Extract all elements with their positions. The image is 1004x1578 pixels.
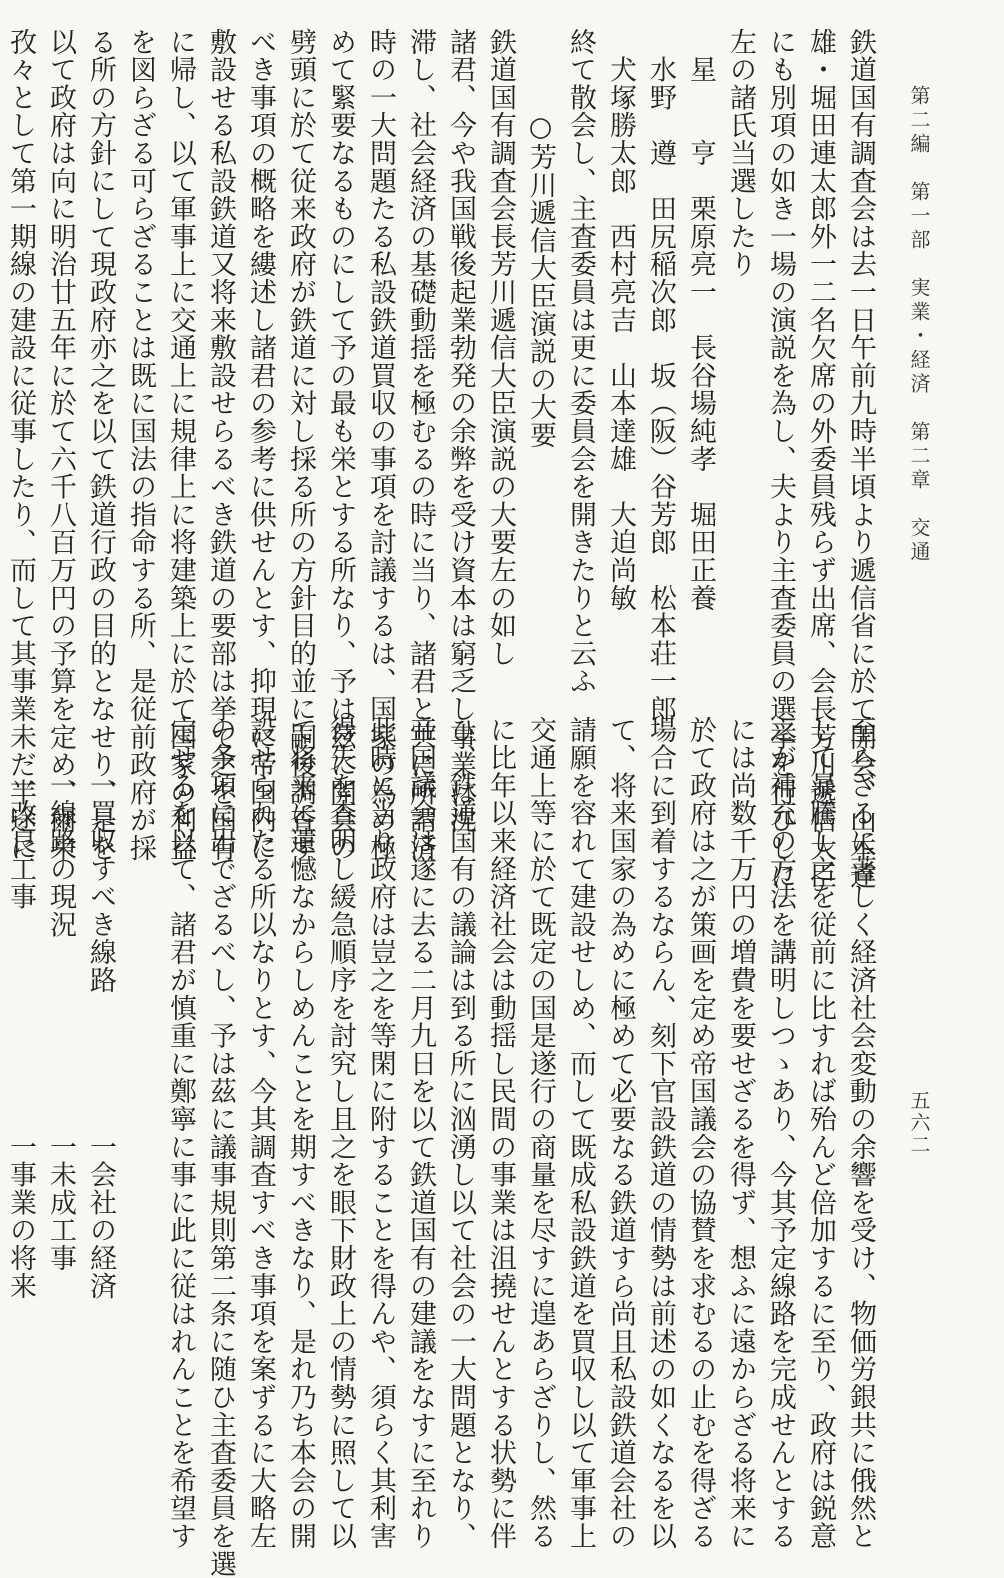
text-line: 一線路の現況 一未成工事: [45, 716, 76, 1272]
text-line: 得失を査明し緩急順序を討究し且之を眼下財政上の情勢に照して以: [325, 716, 356, 1550]
upper-text-block: [0, 28, 880, 890]
running-head: 第二編 第一部 実業・経済 第二章 交通: [907, 85, 931, 565]
text-line: て、将来国家の為めに極めて必要なる鉄道すら尚且私設鉄道会社の: [605, 716, 636, 1550]
text-line: 設せられたる所以なりとす、今其調査すべき事項を案ずるに大略左: [245, 716, 276, 1550]
text-line: 鉄道国有調査会長芳川遞信大臣演説の大要左の如し: [485, 28, 516, 668]
text-line: 雄・堀田連太郎外一二名欠席の外委員残らず出席、会長芳川遞信大臣: [805, 28, 836, 890]
text-line: 犬塚勝太郎 西村亮吉 山本達雄 大迫尚敏: [605, 28, 636, 612]
text-line: 至らざるに著しく経済社会変動の余響を受け、物価労銀共に俄然と: [845, 716, 876, 1550]
text-line: 孜々として第一期線の建設に従事したり、而して其事業未だ半途に: [5, 28, 36, 862]
text-line: 此時に当り政府は豈之を等閑に附することを得んや、須らく其利害: [365, 716, 396, 1550]
text-line: 終て散会し、主査委員は更に委員会を開きたりと云ふ: [565, 28, 596, 696]
text-line: に帰し、以て軍事上に交通上に規律上に将建築上に於て国家の利益: [165, 28, 196, 862]
text-line: 一改良工事 一事業の将来: [5, 716, 36, 1300]
text-line: 時の一大問題たる私設鉄道買収の事項を討議するは、国家の為め極: [365, 28, 396, 862]
lower-text-block: [0, 716, 880, 1578]
text-line: 以て政府は向に明治廿五年に於て六千八百万円の予算を定め、爾来: [45, 28, 76, 862]
text-line: る所の方針にして現政府亦之を以て鉄道行政の目的となせり、是を: [85, 28, 116, 862]
text-line: の条項に出でざるべし、予は茲に議事規則第二条に随ひ主査委員を選: [205, 716, 236, 1578]
page-number: 五六二: [907, 1090, 931, 1156]
text-line: には尚数千万円の増費を要せざるを得ず、想ふに遠からざる将来に: [725, 716, 756, 1550]
text-line: 請願を容れて建設せしめ、而して既成私設鉄道を買収し以て軍事上: [565, 716, 596, 1550]
text-line: して暴騰し之を従前に比すれば殆んど倍加するに至り、政府は鋭意: [805, 716, 836, 1550]
text-line: に比年以来経済社会は動揺し民間の事業は沮撓せんとする状勢に伴: [485, 716, 516, 1550]
text-line: 一買収すべき線路 一会社の経済: [85, 716, 116, 1300]
text-line: て将来に遺憾なからしめんことを期すべきなり、是れ乃ち本会の開: [285, 716, 316, 1550]
text-line: [120, 716, 160, 1356]
text-line: 定せるを以て、諸君が慎重に鄭寧に事に此に従はれんことを希望す: [165, 716, 196, 1550]
text-line: 交通上等に於て既定の国是遂行の商量を尽すに遑あらざりし、然る: [525, 716, 556, 1550]
text-line: 水野 遵 田尻稲次郎 坂（阪）谷芳郎 松本荘一郎: [645, 28, 676, 723]
text-line: ○芳川遞信大臣演説の大要: [525, 28, 556, 449]
text-line: べき事項の概略を縷述し諸君の参考に供せんとす、抑現に帝国内に: [245, 28, 276, 862]
text-line: 左の諸氏当選したり: [725, 28, 756, 279]
text-line: を図らざる可らざることは既に国法の指命する所、是従前政府が採: [125, 28, 156, 862]
text-line: にも別項の如き一場の演説を為し、夫より主査委員の選挙を行ひしに: [765, 28, 796, 890]
text-line: 之が補充の方法を講明しつゝあり、今其予定線路を完成せんとする: [765, 716, 796, 1550]
text-line: 劈頭に於て従来政府が鉄道に対し採る所の方針目的並に嗣後調査す: [285, 28, 316, 862]
text-line: 滞し、社会経済の基礎動揺を極むるの時に当り、諸君と共に所謂済: [405, 28, 436, 862]
text-line: 帝国議会は遂に去る二月九日を以て鉄道国有の建議をなすに至れり: [405, 716, 436, 1550]
text-line: ひ、鉄道国有の議論は到る所に汹湧し以て社会の一大問題となり、: [445, 716, 476, 1550]
text-line: 諸君、今や我国戦後起業勃発の余弊を受け資本は窮乏し事業は沈: [445, 28, 476, 835]
text-line: 鉄道国有調査会は去一日午前九時半頃より遞信省に於て開会、山本達: [845, 28, 876, 890]
text-line: 星 亨 栗原亮一 長谷場純孝 堀田正養: [685, 28, 716, 612]
text-line: 場合に到着するならん、刻下官設鉄道の情勢は前述の如くなるを以: [645, 716, 676, 1550]
text-line: 於て政府は之が策画を定め帝国議会の協賛を求むるの止むを得ざる: [685, 716, 716, 1550]
text-line: 敷設せる私設鉄道又将来敷設せらるべき鉄道の要部は挙て之を国有: [205, 28, 236, 862]
text-line: めて緊要なるものにして予の最も栄とする所なり、予は茲に開会の: [325, 28, 356, 862]
